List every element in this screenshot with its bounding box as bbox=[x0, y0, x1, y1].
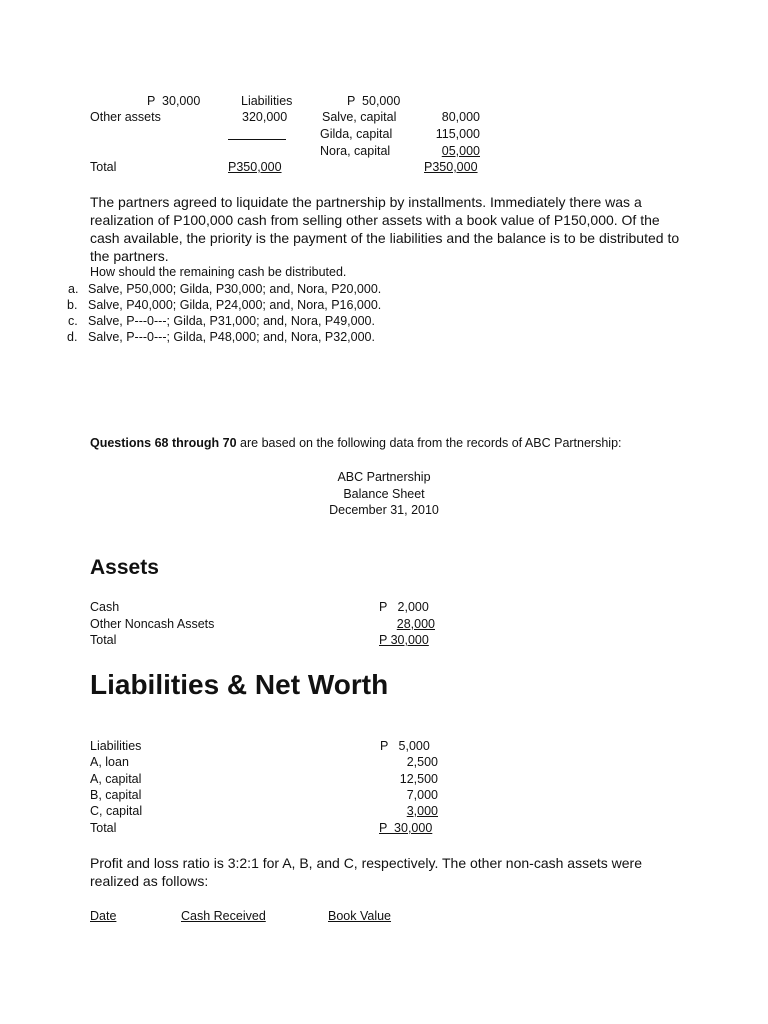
top-left-rule bbox=[228, 139, 286, 140]
asset-total-label: Total bbox=[90, 633, 117, 647]
liab-row-3-label: B, capital bbox=[90, 788, 142, 802]
asset-noncash-value: 28,000 bbox=[396, 617, 435, 631]
top-liabilities-label: Liabilities bbox=[241, 94, 293, 108]
top-gilda-label: Gilda, capital bbox=[320, 127, 393, 141]
top-other-assets-label: Other assets bbox=[90, 110, 161, 124]
choice-b-letter: b. bbox=[67, 298, 78, 312]
liabilities-heading: Liabilities & Net Worth bbox=[90, 669, 389, 700]
choice-a-text: Salve, P50,000; Gilda, P30,000; and, Nora, P20,000. bbox=[88, 282, 382, 296]
liab-row-5-value: P 30,000 bbox=[379, 821, 433, 835]
intro-bold: Questions 68 through 70 bbox=[90, 436, 237, 450]
liquidation-paragraph: The partners agreed to liquidate the partnership by installments. Immediately there was a realization of P100,000 cash from selling other assets with a book value of P150,000. Of the cash available, the priority is the payment of the liabilities and the balance is to be distributed to the partners. bbox=[90, 194, 680, 264]
liab-row-1-label: A, loan bbox=[90, 755, 129, 769]
statement-company: ABC Partnership bbox=[337, 470, 431, 484]
choice-d-text: Salve, P---0---; Gilda, P48,000; and, Nora, P32,000. bbox=[88, 330, 375, 344]
asset-noncash-label: Other Noncash Assets bbox=[90, 617, 215, 631]
liab-row-2-label: A, capital bbox=[90, 772, 142, 786]
top-gilda-value: 115,000 bbox=[435, 127, 480, 141]
choice-b-text: Salve, P40,000; Gilda, P24,000; and, Nora, P16,000. bbox=[88, 298, 382, 312]
asset-cash-value: P 2,000 bbox=[379, 600, 429, 614]
asset-cash-label: Cash bbox=[90, 600, 120, 614]
top-nora-label: Nora, capital bbox=[320, 144, 391, 158]
choice-c-letter: c. bbox=[68, 314, 78, 328]
choice-d-letter: d. bbox=[67, 330, 78, 344]
liab-row-3-value: 7,000 bbox=[406, 788, 438, 802]
choice-a-letter: a. bbox=[68, 282, 79, 296]
top-salve-value: 80,000 bbox=[441, 110, 480, 124]
top-other-assets-value: 320,000 bbox=[242, 110, 288, 124]
profit-loss-paragraph: Profit and loss ratio is 3:2:1 for A, B, and C, respectively. The other non-cash assets were realized as follows: bbox=[90, 855, 642, 889]
liab-row-5-label: Total bbox=[90, 821, 117, 835]
liab-row-0-label: Liabilities bbox=[90, 739, 142, 753]
col-date-header: Date bbox=[90, 909, 117, 923]
questions-intro bbox=[90, 435, 622, 451]
asset-total-value: P 30,000 bbox=[379, 633, 429, 647]
statement-title: Balance Sheet bbox=[343, 487, 425, 501]
top-cash-value: P 30,000 bbox=[147, 94, 201, 108]
assets-heading: Assets bbox=[90, 556, 159, 579]
question-text: How should the remaining cash be distributed. bbox=[90, 265, 347, 279]
intro-rest: are based on the following data from the records of ABC Partnership: bbox=[236, 436, 622, 450]
liab-row-4-value: 3,000 bbox=[406, 804, 438, 818]
top-liabilities-value: P 50,000 bbox=[347, 94, 401, 108]
statement-date: December 31, 2010 bbox=[329, 503, 439, 517]
top-total-right: P350,000 bbox=[424, 160, 478, 174]
top-nora-value: 05,000 bbox=[441, 144, 480, 158]
liab-row-1-value: 2,500 bbox=[406, 755, 438, 769]
top-salve-label: Salve, capital bbox=[322, 110, 397, 124]
liab-row-2-value: 12,500 bbox=[399, 772, 438, 786]
col-cash-header: Cash Received bbox=[181, 909, 266, 923]
choice-c-text: Salve, P---0---; Gilda, P31,000; and, Nora, P49,000. bbox=[88, 314, 375, 328]
top-total-label: Total bbox=[90, 160, 117, 174]
col-book-header: Book Value bbox=[328, 909, 392, 923]
liab-row-4-label: C, capital bbox=[90, 804, 143, 818]
top-total-left: P350,000 bbox=[228, 160, 282, 174]
liab-row-0-value: P 5,000 bbox=[380, 739, 430, 753]
